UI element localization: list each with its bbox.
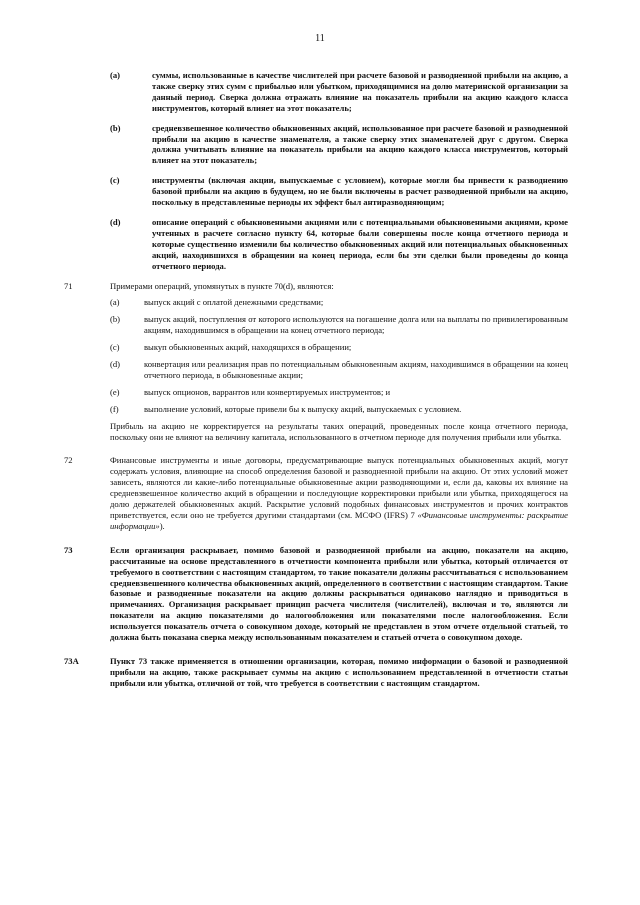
item-text: конвертация или реализация прав по потенциальным обыкновенным акциям, находившимся в обращении на конец отчетного периода, в обыкновенные акции; bbox=[144, 359, 568, 380]
item-text: средневзвешенное количество обыкновенных акций, использованное при расчете базовой и разводненной прибыли на акцию в качестве знаменателя, а также сверку этих знаменателей друг с другом. Сверка должна учитывать влияние на показатель прибыли на акцию каждого класса инструментов, который влияет на этот показатель; bbox=[152, 122, 568, 166]
list-item bbox=[64, 359, 568, 381]
para70-list bbox=[64, 70, 568, 272]
list-item bbox=[64, 404, 568, 415]
list-item bbox=[64, 342, 568, 353]
paragraph-intro: Примерами операций, упомянутых в пункте 70(d), являются: bbox=[110, 280, 334, 291]
list-item bbox=[64, 297, 568, 308]
paragraph-72 bbox=[64, 455, 568, 531]
item-text: выпуск акций с оплатой денежными средствами; bbox=[144, 297, 324, 308]
paragraph-73a bbox=[64, 656, 568, 689]
paragraph-number: 73А bbox=[64, 655, 79, 666]
item-label: (c) bbox=[110, 175, 120, 186]
item-label: (a) bbox=[110, 70, 121, 80]
paragraph-text: Если организация раскрывает, помимо базовой и разводненной прибыли на акцию, показатели на акцию, рассчитанные на основе представленного в отчетности компонента прибыли или убытка, который отличается от требуемого в соответствии с настоящим стандартом, то такие показатели должны рассчитываться с использованием средневзвешенного количества обыкновенных акций, определенного в соответствии с настоящим стандартом. Такие базовые и разводненные показатели на акцию должны раскрываться одинаково наглядно и приводиться в примечаниях. Организация раскрывает принцип расчета числителя (числителей), включая и то, являются ли показатели на акцию показателями до налогообложения или показателями после налогообложения. Если используется показатель отчета о совокупном доходе, который не представлен в этом отчете отдельной статьей, то должна быть показана сверка между использованным показателем и статьей отчета о совокупном доходе. bbox=[110, 544, 568, 643]
item-label: (d) bbox=[110, 216, 121, 227]
paragraph-number: 73 bbox=[64, 544, 73, 555]
item-label: (e) bbox=[110, 386, 120, 397]
list-item bbox=[64, 314, 568, 336]
item-label: (d) bbox=[110, 359, 121, 370]
list-item bbox=[64, 387, 568, 398]
item-text: инструменты (включая акции, выпускаемые с условием), которые могли бы привести к разводнению базовой прибыли на акцию в будущем, но не были включены в расчет разводненной прибыли на акцию, поскольку в представленные периоды их эффект был антиразводняющим; bbox=[152, 175, 568, 208]
item-text: суммы, использованные в качестве числителей при расчете базовой и разводненной прибыли на акцию, а также сверку этих сумм с прибылью или убытком, приходящимися на долю материнской организации за данный период. Сверка должна отражать влияние на показатель прибыли на акцию каждого класса инструментов, который влияет на этот показатель; bbox=[152, 70, 568, 113]
item-label: (c) bbox=[110, 342, 120, 353]
paragraph-text: Пункт 73 также применяется в отношении организации, которая, помимо информации о базовой и разводненной прибыли на акцию, также раскрывает суммы на акцию с использованием представленной в отчетности статьи прибыли или убытка, отличной от той, что требуется в соответствии с настоящим стандартом. bbox=[110, 655, 568, 688]
paragraph-body: Финансовые инструменты и иные договоры, предусматривающие выпуск потенциальных обыкновенных акций, могут содержать условия, влияющие на способ определения базовой и разводненной прибыли на акцию. От этих условий может зависеть, являются ли какие-либо потенциальные обыкновенные акции разводняющими и, если да, каковы их влияние на средневзвешенное количество акций в обращении и последующие корректировки прибыли или убытка, приходящегося на долю держателей обыкновенных акций. Раскрытие условий подобных финансовых инструментов и прочих контрактов приветствуется, если оно не требуется другими стандартами (см. МСФО (IFRS) 7 bbox=[110, 455, 568, 520]
paragraph-number: 71 bbox=[64, 280, 73, 291]
document-body bbox=[64, 70, 568, 689]
item-label: (b) bbox=[110, 314, 121, 325]
list-item bbox=[64, 123, 568, 167]
para71-list bbox=[64, 297, 568, 414]
standard-reference: «Финансовые инструменты: раскрытие информации» bbox=[110, 510, 568, 531]
paragraph-73 bbox=[64, 545, 568, 643]
paragraph-number: 72 bbox=[64, 455, 73, 466]
item-text: выпуск акций, поступления от которого используются на погашение долга или на выплаты по привилегированным акциям, находившимся в обращении на конец отчетного периода; bbox=[144, 314, 568, 336]
list-item bbox=[64, 217, 568, 272]
page-number: 11 bbox=[315, 33, 325, 44]
item-text: выполнение условий, которые привели бы к выпуску акций, выпускаемых с условием. bbox=[144, 403, 462, 414]
item-label: (b) bbox=[110, 122, 121, 133]
paragraph-end: ). bbox=[159, 520, 165, 531]
list-item bbox=[64, 175, 568, 208]
paragraph-71-closing: Прибыль на акцию не корректируется на результаты таких операций, проведенных после конца отчетного периода, поскольку они не влияют на величину капитала, использованного в отчетном периоде для получения прибыли или убытка. bbox=[110, 420, 568, 442]
item-label: (f) bbox=[110, 403, 119, 414]
item-text: выпуск опционов, варрантов или конвертируемых инструментов; и bbox=[144, 386, 391, 397]
item-text: описание операций с обыкновенными акциями или с потенциальными обыкновенными акциями, кроме учтенных в расчете согласно пункту 64, которые были совершены после конца отчетного периода и которые существенно изменили бы количество обыкновенных акций или потенциальных обыкновенных акций, находившихся в обращении на конец периода, если бы эти сделки были проведены до конца отчетного периода. bbox=[152, 216, 568, 271]
list-item bbox=[64, 70, 568, 114]
paragraph-text bbox=[110, 455, 568, 531]
item-label: (a) bbox=[110, 297, 120, 308]
paragraph-71 bbox=[64, 281, 568, 292]
item-text: выкуп обыкновенных акций, находящихся в обращении; bbox=[144, 342, 352, 353]
